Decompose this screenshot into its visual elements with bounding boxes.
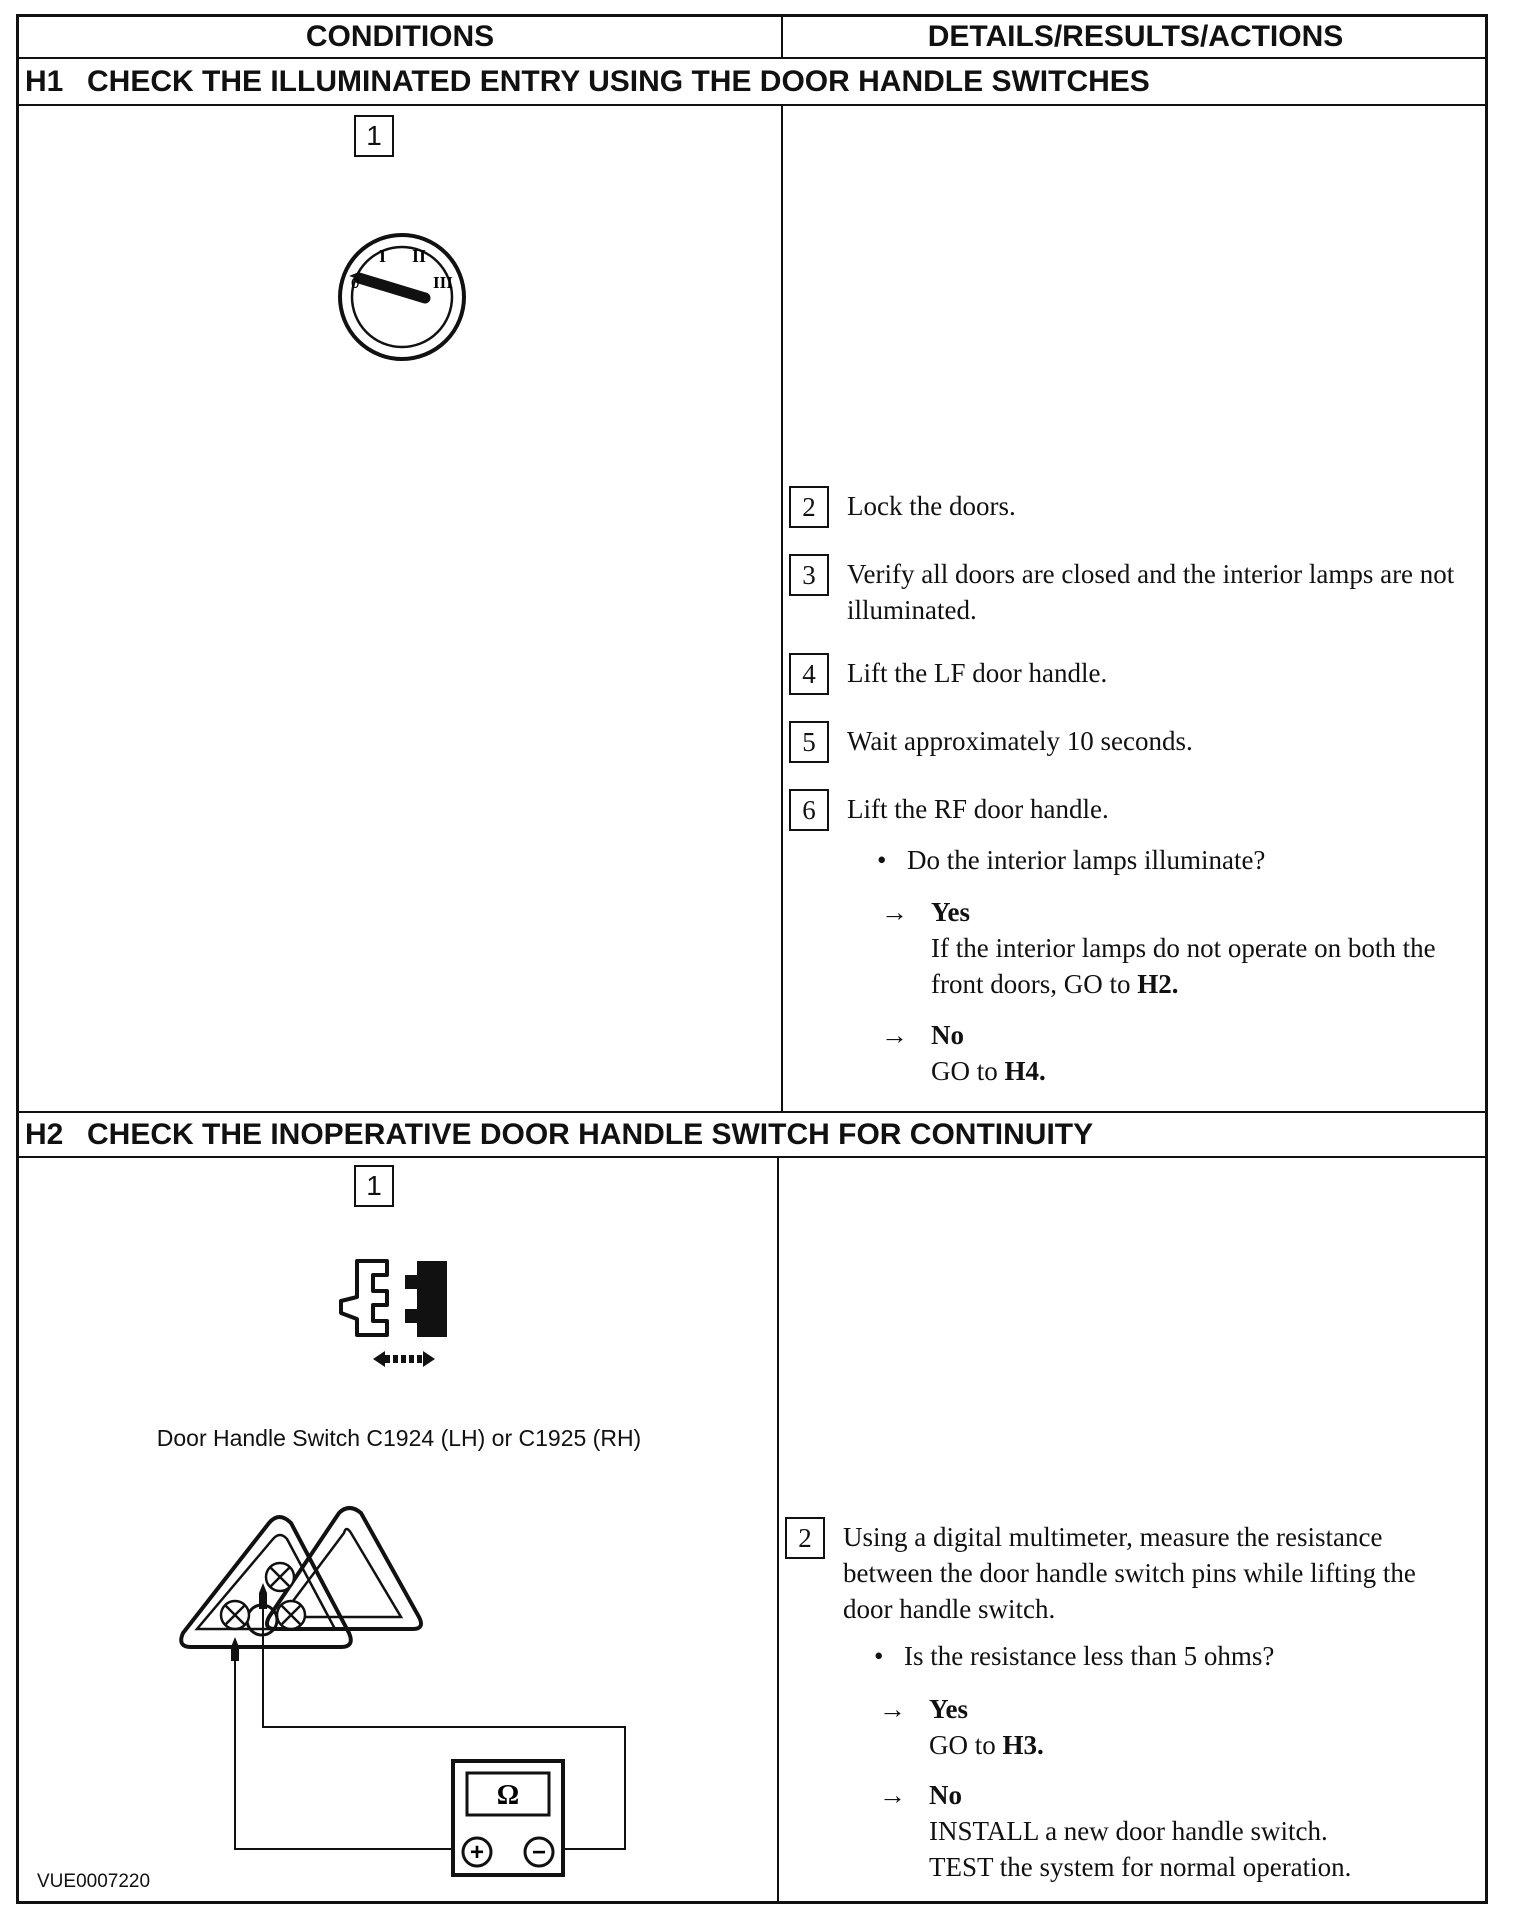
yes-label: Yes [929, 1694, 968, 1724]
step-number-box: 4 [789, 653, 829, 695]
h2-section-title [19, 1111, 1485, 1158]
diagnostic-table [16, 14, 1488, 1904]
h2-question [874, 1638, 1274, 1674]
ignition-pos-0: 0 [351, 275, 360, 292]
door-handle-connector-icon [327, 1253, 487, 1383]
yes-ref: H3. [1002, 1730, 1044, 1760]
h1-question [877, 842, 1265, 878]
question-text: Do the interior lamps illuminate? [907, 845, 1266, 875]
bullet-glyph: • [874, 1641, 884, 1671]
meter-plus-terminal: + [469, 1839, 485, 1866]
step-text: Lift the RF door handle. [847, 794, 1109, 824]
arrow-icon: → [881, 897, 908, 927]
h2-figure-caption: Door Handle Switch C1924 (LH) or C1925 (RH) [156, 1425, 642, 1451]
step-text: Lock the doors. [847, 491, 1016, 521]
question-text: Is the resistance less than 5 ohms? [904, 1641, 1275, 1671]
h2-id: H2 [25, 1117, 64, 1151]
h2-yes-answer [879, 1691, 1489, 1771]
h2-no-answer [879, 1777, 1489, 1889]
h1-title: CHECK THE ILLUMINATED ENTRY USING THE DOOR HANDLE SWITCHES [87, 64, 1150, 98]
meter-ohm-symbol: Ω [496, 1780, 520, 1811]
no-label: No [929, 1780, 962, 1810]
digital-multimeter-icon [451, 1759, 565, 1877]
no-text-install: INSTALL a new door handle switch. [929, 1816, 1328, 1846]
step-text: Lift the LF door handle. [847, 658, 1108, 688]
yes-ref: H2. [1137, 969, 1179, 999]
h2-title: CHECK THE INOPERATIVE DOOR HANDLE SWITCH FOR CONTINUITY [87, 1117, 1094, 1151]
yes-text: If the interior lamps do not operate on both the front doors, GO to [931, 933, 1436, 999]
arrow-icon: → [881, 1020, 908, 1050]
bullet-glyph: • [877, 845, 887, 875]
h1-section-title [19, 59, 1485, 106]
step-number-box: 6 [789, 789, 829, 831]
no-text-test: TEST the system for normal operation. [929, 1852, 1352, 1882]
h1-id: H1 [25, 64, 64, 98]
step-number-box: 2 [789, 486, 829, 528]
yes-label: Yes [931, 897, 970, 927]
step-text: Verify all doors are closed and the interior lamps are not illuminated. [847, 559, 1455, 625]
ignition-switch-icon [337, 232, 467, 362]
step-number-box: 5 [789, 721, 829, 763]
yes-text: GO to [929, 1730, 1003, 1760]
meter-minus-terminal: − [531, 1839, 547, 1866]
ignition-pos-3: III [433, 273, 453, 292]
h1-no-answer [881, 1017, 1491, 1097]
no-text: GO to [931, 1056, 1005, 1086]
details-header: DETAILS/RESULTS/ACTIONS [783, 17, 1488, 59]
h1-column-divider [781, 106, 783, 1111]
step-text: Using a digital multimeter, measure the resistance between the door handle switch pins while lifting the door handle switch. [843, 1522, 1416, 1624]
h1-yes-answer [881, 894, 1491, 999]
ignition-pos-1: I [379, 246, 387, 266]
step-number-box: 2 [785, 1517, 825, 1559]
ignition-pos-2: II [412, 246, 427, 266]
arrow-icon: → [879, 1694, 906, 1724]
no-label: No [931, 1020, 964, 1050]
no-ref: H4. [1004, 1056, 1046, 1086]
step-text: Wait approximately 10 seconds. [847, 726, 1193, 756]
arrow-icon: → [879, 1780, 906, 1810]
h2-column-divider [777, 1158, 779, 1903]
h2-figure-step-box: 1 [354, 1165, 394, 1207]
step-number-box: 3 [789, 554, 829, 596]
h1-figure-step-box: 1 [354, 115, 394, 157]
conditions-header: CONDITIONS [19, 17, 783, 59]
figure-id: VUE0007220 [37, 1871, 151, 1892]
